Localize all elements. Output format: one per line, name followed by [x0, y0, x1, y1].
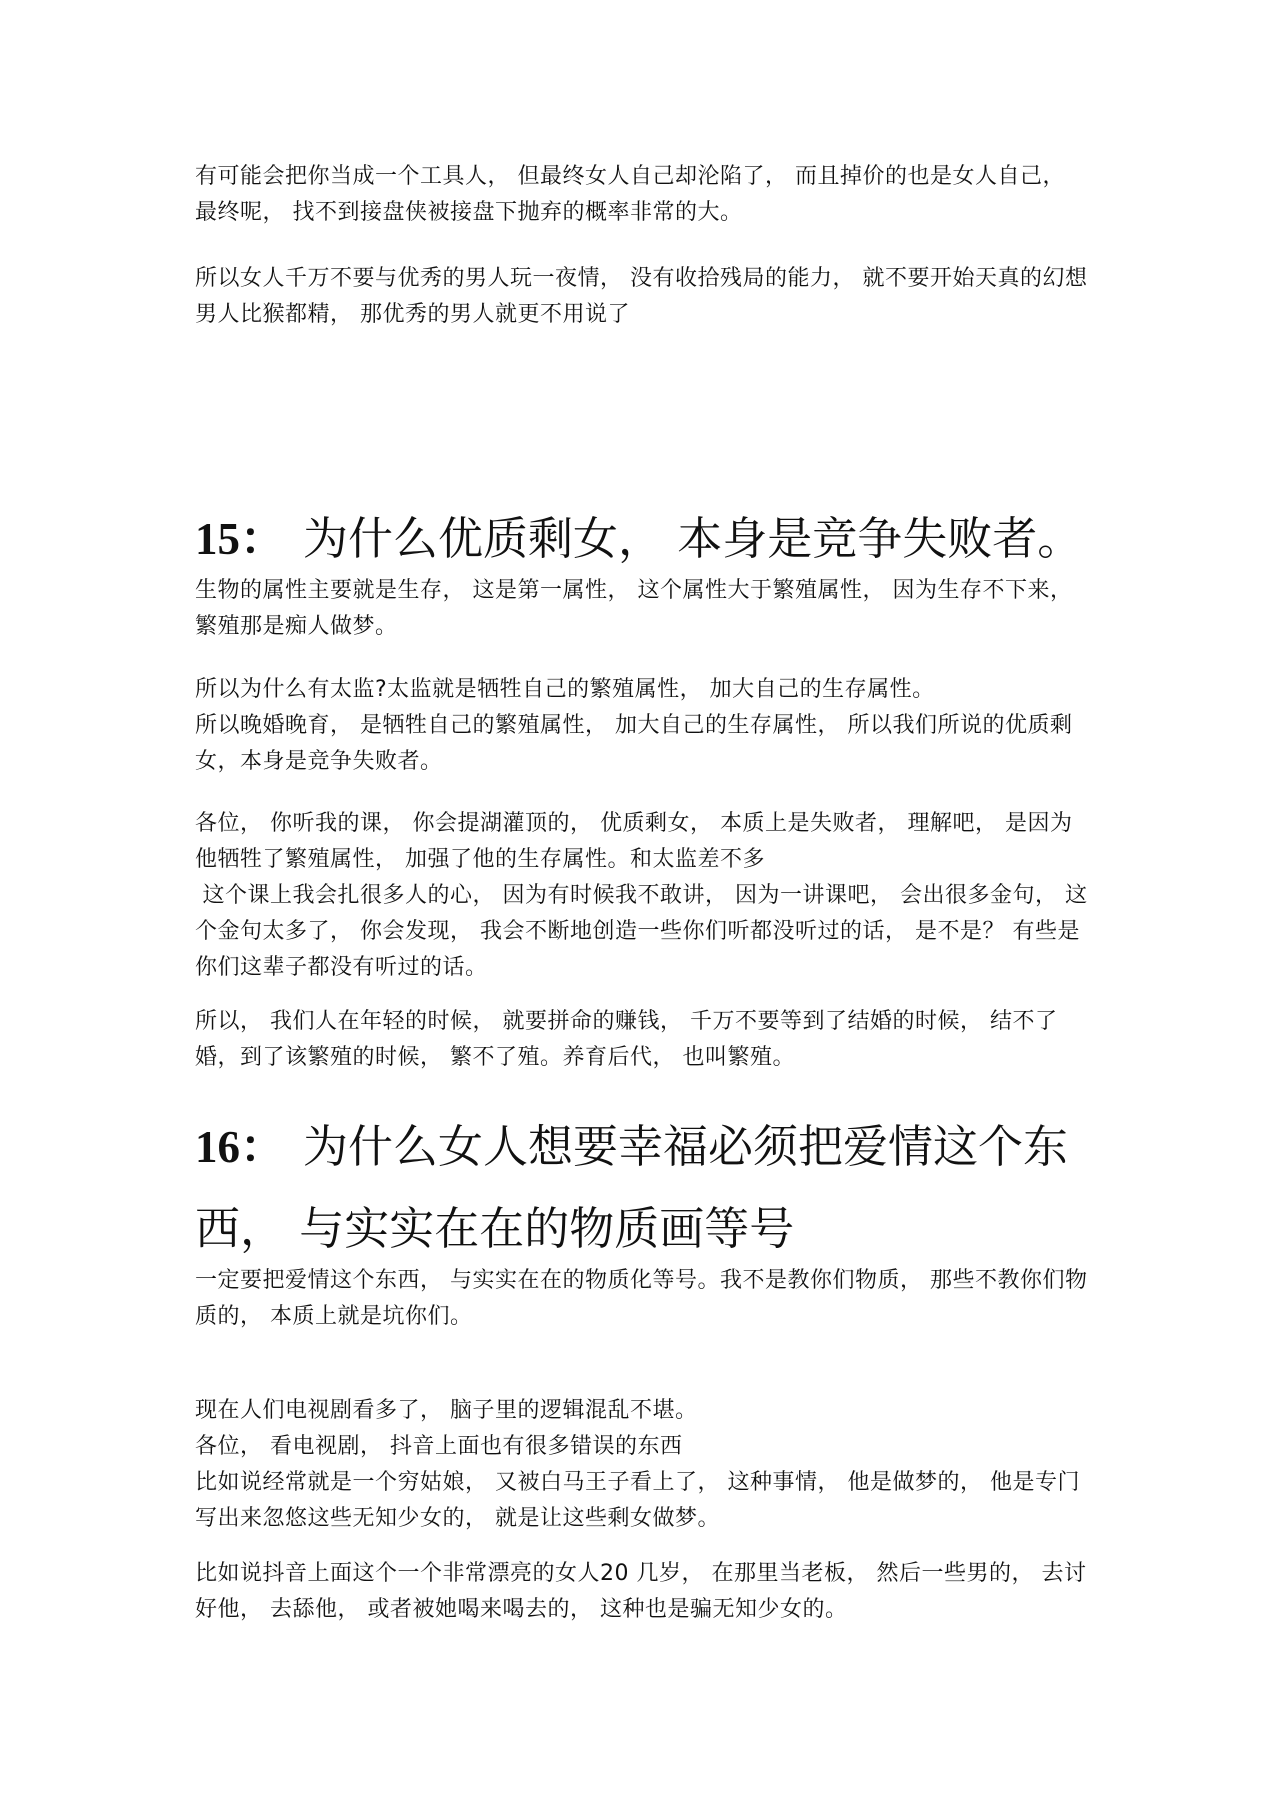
- heading-number: 15：: [195, 514, 286, 564]
- paragraph-douyin: [195, 1556, 1090, 1628]
- paragraph-text: 各位， 你听我的课， 你会提湖灌顶的， 优质剩女， 本质上是失败者， 理解吧， 是因为他牺牲了繁殖属性， 加强了他的生存属性。和太监差不多: [195, 811, 1073, 872]
- heading-number: 16：: [195, 1122, 286, 1172]
- paragraph-text: 比如说抖音上面这个一个非常漂亮的女人20 几岁， 在那里当老板， 然后一些男的， 去讨好他， 去舔他， 或者被她喝来喝去的， 这种也是骗无知少女的。: [195, 1561, 1087, 1622]
- section-heading-15: [195, 498, 1090, 580]
- paragraph-text: 生物的属性主要就是生存， 这是第一属性， 这个属性大于繁殖属性， 因为生存不下来， 繁殖那是痴人做梦。: [195, 578, 1080, 639]
- paragraph-text: 有可能会把你当成一个工具人， 但最终女人自己却沦陷了， 而且掉价的也是女人自己， 最终呢， 找不到接盘侠被接盘下抛弃的概率非常的大。: [195, 164, 1073, 225]
- paragraph-text: 所以为什么有太监?太监就是牺牲自己的繁殖属性， 加大自己的生存属性。: [195, 677, 935, 702]
- paragraph-survival-attribute: [195, 573, 1090, 645]
- paragraph-text: 一定要把爱情这个东西， 与实实在在的物质化等号。我不是教你们物质， 那些不教你们物质的， 本质上就是坑你们。: [195, 1268, 1088, 1329]
- heading-title-line-1: 为什么女人想要幸福必须把爱情这个东: [303, 1120, 1069, 1173]
- paragraph-text: 所以女人千万不要与优秀的男人玩一夜情， 没有收拾残局的能力， 就不要开始天真的幻想男人比猴都精， 那优秀的男人就更不用说了: [195, 266, 1088, 327]
- paragraph-eunuch: [195, 672, 1090, 780]
- paragraph-make-money: [195, 1004, 1090, 1076]
- paragraph-love-material: [195, 1263, 1090, 1335]
- paragraph-text: 这个课上我会扎很多人的心， 因为有时候我不敢讲， 因为一讲课吧， 会出很多金句， 这个金句太多了， 你会发现， 我会不断地创造一些你们听都没听过的话， 是不是？ 有些是你们这辈子都没有听过的话。: [195, 883, 1088, 980]
- heading-title-line-2: 西， 与实实在在的物质画等号: [195, 1202, 795, 1255]
- paragraph-one-night-stand: [195, 261, 1090, 333]
- heading-title: 为什么优质剩女， 本身是竞争失败者。: [303, 512, 1083, 565]
- paragraph-text: 现在人们电视剧看多了， 脑子里的逻辑混乱不堪。: [195, 1398, 698, 1423]
- paragraph-text: 各位， 看电视剧， 抖音上面也有很多错误的东西: [195, 1434, 683, 1459]
- paragraph-text: 所以， 我们人在年轻的时候， 就要拼命的赚钱， 千万不要等到了结婚的时候， 结不了婚，到了该繁殖的时候， 繁不了殖。养育后代， 也叫繁殖。: [195, 1009, 1058, 1070]
- paragraph-lecture: [195, 806, 1090, 986]
- paragraph-text: 比如说经常就是一个穷姑娘， 又被白马王子看上了， 这种事情， 他是做梦的， 他是专门写出来忽悠这些无知少女的， 就是让这些剩女做梦。: [195, 1470, 1080, 1531]
- section-heading-16: [195, 1106, 1090, 1270]
- paragraph-tool-person: [195, 159, 1090, 231]
- paragraph-tv-drama: [195, 1393, 1090, 1537]
- paragraph-text: 所以晚婚晚育， 是牺牲自己的繁殖属性， 加大自己的生存属性， 所以我们所说的优质剩女，本身是竞争失败者。: [195, 713, 1073, 774]
